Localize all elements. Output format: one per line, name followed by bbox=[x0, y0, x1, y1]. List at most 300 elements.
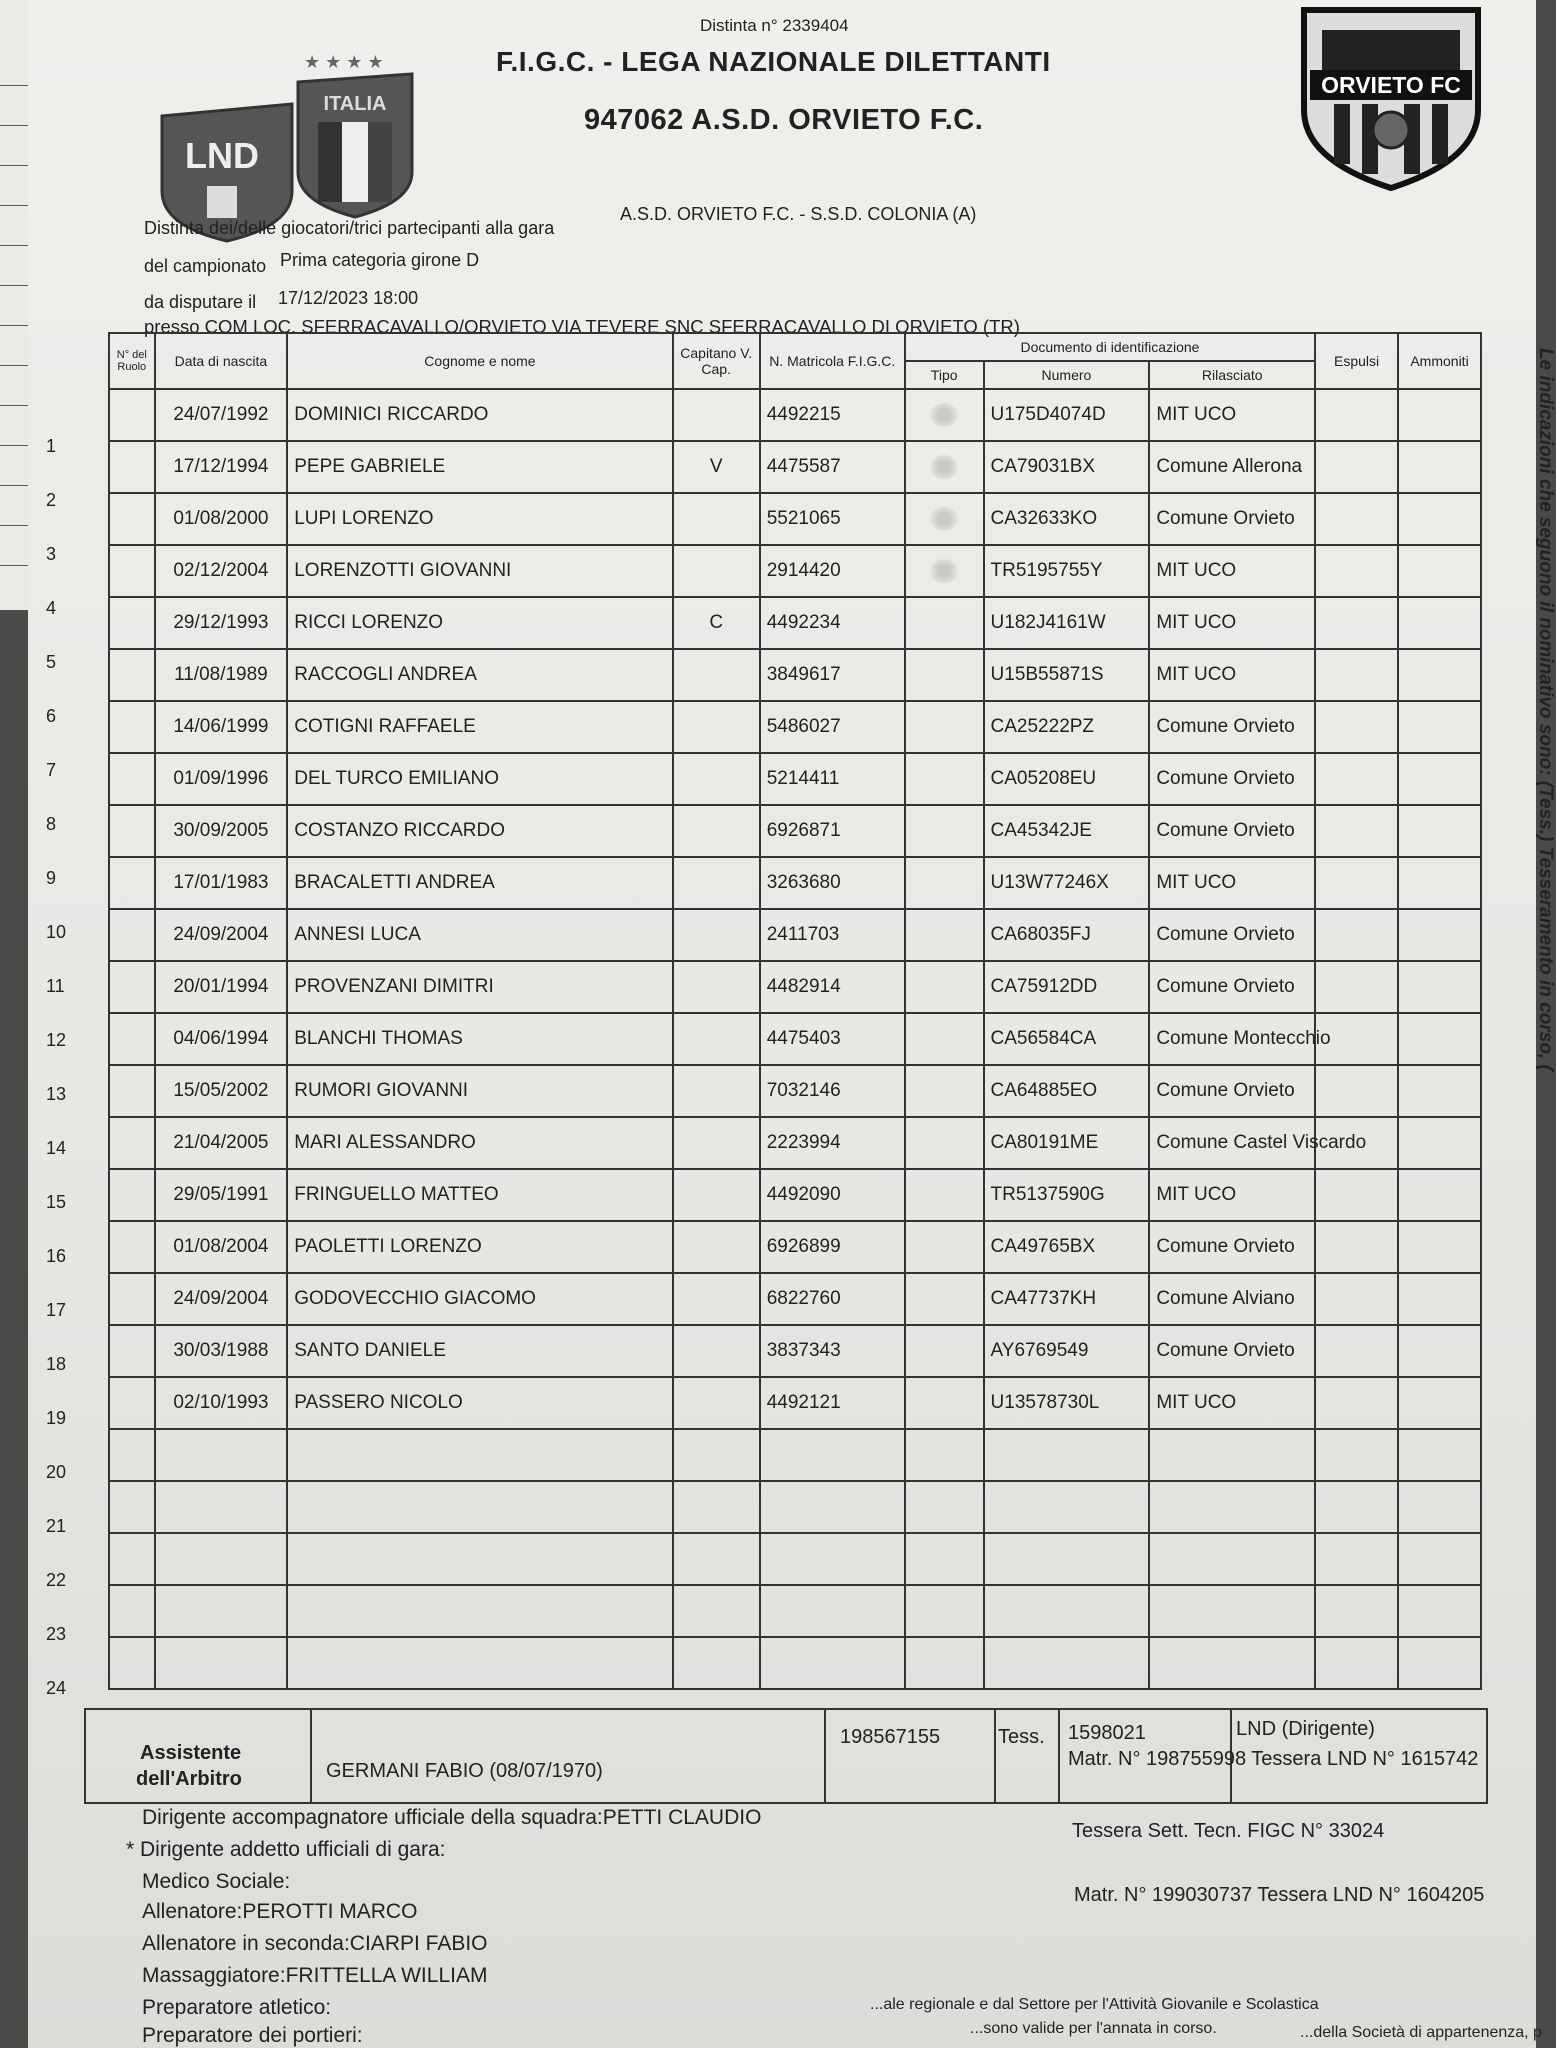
championship-label: del campionato bbox=[144, 256, 267, 276]
blank-cell bbox=[673, 1533, 760, 1585]
club-title: 947062 A.S.D. ORVIETO F.C. bbox=[584, 104, 984, 136]
player-birth: 30/03/1988 bbox=[155, 1325, 288, 1377]
player-role bbox=[109, 1117, 155, 1169]
player-captain bbox=[673, 1169, 760, 1221]
player-matricola: 5214411 bbox=[760, 753, 905, 805]
blank-cell bbox=[109, 1429, 155, 1481]
player-doc-type bbox=[905, 805, 984, 857]
player-name: SANTO DANIELE bbox=[287, 1325, 672, 1377]
orvieto-fc-logo-text: ORVIETO FC bbox=[1321, 72, 1461, 98]
player-matricola: 4475403 bbox=[760, 1013, 905, 1065]
player-doc-number: CA79031BX bbox=[984, 441, 1150, 493]
row-number: 23 bbox=[46, 1624, 67, 1644]
player-expelled bbox=[1315, 961, 1398, 1013]
player-doc-number: CA56584CA bbox=[984, 1013, 1150, 1065]
col-document: Documento di identificazione bbox=[905, 333, 1315, 361]
col-birth: Data di nascita bbox=[155, 333, 288, 389]
player-captain bbox=[673, 1013, 760, 1065]
player-birth: 01/08/2000 bbox=[155, 493, 288, 545]
blank-cell bbox=[155, 1481, 288, 1533]
col-doc-issued: Rilasciato bbox=[1149, 361, 1315, 389]
blank-cell bbox=[1315, 1637, 1398, 1689]
row-number: 15 bbox=[46, 1192, 67, 1212]
player-booked bbox=[1398, 1273, 1481, 1325]
player-doc-type bbox=[905, 649, 984, 701]
player-doc-issued: MIT UCO bbox=[1149, 1169, 1315, 1221]
player-doc-number: U13578730L bbox=[984, 1377, 1150, 1429]
player-expelled bbox=[1315, 753, 1398, 805]
staff-allenatore: Allenatore:PEROTTI MARCO bbox=[142, 1900, 418, 1923]
player-birth: 17/01/1983 bbox=[155, 857, 288, 909]
player-booked bbox=[1398, 1065, 1481, 1117]
staff-preparatore-atletico: Preparatore atletico: bbox=[142, 1996, 332, 2019]
player-row bbox=[109, 1221, 1481, 1273]
blank-row bbox=[109, 1481, 1481, 1533]
assistant-label-1: Assistente bbox=[140, 1742, 242, 1764]
blank-cell bbox=[1315, 1481, 1398, 1533]
player-booked bbox=[1398, 1117, 1481, 1169]
col-doc-type: Tipo bbox=[905, 361, 984, 389]
row-number: 2 bbox=[46, 490, 57, 510]
blank-cell bbox=[155, 1533, 288, 1585]
distinta-number: Distinta n° 2339404 bbox=[700, 16, 849, 35]
blank-cell bbox=[905, 1637, 984, 1689]
player-expelled bbox=[1315, 1169, 1398, 1221]
blank-cell bbox=[760, 1637, 905, 1689]
blank-cell bbox=[984, 1481, 1150, 1533]
player-matricola: 6926871 bbox=[760, 805, 905, 857]
player-matricola: 2411703 bbox=[760, 909, 905, 961]
player-matricola: 6926899 bbox=[760, 1221, 905, 1273]
player-role bbox=[109, 961, 155, 1013]
blank-cell bbox=[1398, 1637, 1481, 1689]
player-expelled bbox=[1315, 1065, 1398, 1117]
federation-title: F.I.G.C. - LEGA NAZIONALE DILETTANTI bbox=[496, 46, 1051, 77]
row-number: 21 bbox=[46, 1516, 67, 1536]
player-role bbox=[109, 805, 155, 857]
match-teams: A.S.D. ORVIETO F.C. - S.S.D. COLONIA (A) bbox=[620, 204, 977, 224]
player-doc-type bbox=[905, 1221, 984, 1273]
player-booked bbox=[1398, 1221, 1481, 1273]
blank-cell bbox=[984, 1585, 1150, 1637]
player-role bbox=[109, 857, 155, 909]
blank-cell bbox=[673, 1585, 760, 1637]
blank-cell bbox=[1149, 1585, 1315, 1637]
player-name: LORENZOTTI GIOVANNI bbox=[287, 545, 672, 597]
col-expelled: Espulsi bbox=[1315, 333, 1398, 389]
staff-preparatore-portieri: Preparatore dei portieri: bbox=[142, 2024, 363, 2047]
player-doc-type bbox=[905, 909, 984, 961]
assistant-label-2: dell'Arbitro bbox=[136, 1768, 242, 1790]
player-name: RACCOGLI ANDREA bbox=[287, 649, 672, 701]
player-matricola: 5486027 bbox=[760, 701, 905, 753]
player-doc-issued: Comune Orvieto bbox=[1149, 701, 1315, 753]
player-matricola: 4492234 bbox=[760, 597, 905, 649]
italia-logo bbox=[284, 52, 424, 222]
player-row bbox=[109, 597, 1481, 649]
player-row bbox=[109, 1273, 1481, 1325]
player-expelled bbox=[1315, 1325, 1398, 1377]
player-booked bbox=[1398, 1169, 1481, 1221]
player-doc-number: U13W77246X bbox=[984, 857, 1150, 909]
note-dirigente-matr: Matr. N° 198755998 Tessera LND N° 1615742 bbox=[1068, 1748, 1479, 1770]
row-number: 19 bbox=[46, 1408, 67, 1428]
blank-cell bbox=[1315, 1533, 1398, 1585]
player-doc-number: CA32633KO bbox=[984, 493, 1150, 545]
player-birth: 01/08/2004 bbox=[155, 1221, 288, 1273]
blank-cell bbox=[905, 1429, 984, 1481]
player-expelled bbox=[1315, 857, 1398, 909]
player-booked bbox=[1398, 441, 1481, 493]
player-matricola: 4492090 bbox=[760, 1169, 905, 1221]
player-name: FRINGUELLO MATTEO bbox=[287, 1169, 672, 1221]
blank-row bbox=[109, 1429, 1481, 1481]
player-row bbox=[109, 909, 1481, 961]
player-expelled bbox=[1315, 545, 1398, 597]
row-number: 13 bbox=[46, 1084, 67, 1104]
player-booked bbox=[1398, 961, 1481, 1013]
blank-cell bbox=[673, 1481, 760, 1533]
player-role bbox=[109, 1377, 155, 1429]
player-row bbox=[109, 545, 1481, 597]
player-name: PEPE GABRIELE bbox=[287, 441, 672, 493]
col-name: Cognome e nome bbox=[287, 333, 672, 389]
player-booked bbox=[1398, 1325, 1481, 1377]
player-doc-issued: Comune Orvieto bbox=[1149, 909, 1315, 961]
document-stamp-icon bbox=[930, 403, 958, 427]
blank-cell bbox=[1398, 1429, 1481, 1481]
player-doc-type bbox=[905, 1325, 984, 1377]
blank-cell bbox=[905, 1481, 984, 1533]
italia-logo-text: ITALIA bbox=[323, 93, 387, 115]
col-captain: Capitano V. Cap. bbox=[673, 333, 760, 389]
blank-cell bbox=[155, 1637, 288, 1689]
player-row bbox=[109, 1325, 1481, 1377]
row-number: 12 bbox=[46, 1030, 67, 1050]
player-expelled bbox=[1315, 441, 1398, 493]
player-doc-issued: Comune Orvieto bbox=[1149, 493, 1315, 545]
player-matricola: 4482914 bbox=[760, 961, 905, 1013]
player-captain bbox=[673, 701, 760, 753]
player-doc-issued: MIT UCO bbox=[1149, 389, 1315, 441]
player-name: PASSERO NICOLO bbox=[287, 1377, 672, 1429]
player-doc-number: CA45342JE bbox=[984, 805, 1150, 857]
player-expelled bbox=[1315, 909, 1398, 961]
player-doc-type bbox=[905, 961, 984, 1013]
player-booked bbox=[1398, 701, 1481, 753]
blank-cell bbox=[1149, 1429, 1315, 1481]
blank-cell bbox=[760, 1585, 905, 1637]
roster-table bbox=[108, 332, 1482, 1690]
player-role bbox=[109, 909, 155, 961]
player-name: GODOVECCHIO GIACOMO bbox=[287, 1273, 672, 1325]
player-booked bbox=[1398, 909, 1481, 961]
player-doc-issued: Comune Montecchio bbox=[1149, 1013, 1315, 1065]
blank-row bbox=[109, 1637, 1481, 1689]
blank-row bbox=[109, 1585, 1481, 1637]
row-number: 3 bbox=[46, 544, 57, 564]
player-doc-type bbox=[905, 1377, 984, 1429]
player-booked bbox=[1398, 857, 1481, 909]
document-stamp-icon bbox=[930, 507, 958, 531]
player-role bbox=[109, 1169, 155, 1221]
player-captain bbox=[673, 1273, 760, 1325]
player-role bbox=[109, 701, 155, 753]
championship: Prima categoria girone D bbox=[280, 250, 480, 270]
side-note: Le indicazioni che seguono il nominativo sono: (Tess.) Tesseramento in corso, ( bbox=[1535, 348, 1556, 1071]
row-number: 6 bbox=[46, 706, 57, 726]
player-birth: 01/09/1996 bbox=[155, 753, 288, 805]
blank-cell bbox=[760, 1429, 905, 1481]
date-label: da disputare il bbox=[144, 292, 257, 312]
player-role bbox=[109, 1273, 155, 1325]
player-role bbox=[109, 649, 155, 701]
player-doc-number: U15B55871S bbox=[984, 649, 1150, 701]
blank-cell bbox=[905, 1585, 984, 1637]
player-expelled bbox=[1315, 1377, 1398, 1429]
player-booked bbox=[1398, 649, 1481, 701]
player-name: RUMORI GIOVANNI bbox=[287, 1065, 672, 1117]
player-birth: 02/10/1993 bbox=[155, 1377, 288, 1429]
player-expelled bbox=[1315, 1273, 1398, 1325]
player-captain bbox=[673, 805, 760, 857]
blank-cell bbox=[984, 1429, 1150, 1481]
player-role bbox=[109, 545, 155, 597]
footer-line-3: ...della Società di appartenenza, p bbox=[1300, 2024, 1542, 2041]
row-number: 18 bbox=[46, 1354, 67, 1374]
player-row bbox=[109, 753, 1481, 805]
player-doc-type bbox=[905, 1065, 984, 1117]
player-birth: 14/06/1999 bbox=[155, 701, 288, 753]
player-matricola: 2223994 bbox=[760, 1117, 905, 1169]
blank-cell bbox=[673, 1429, 760, 1481]
assistant-tess: 1598021 bbox=[1068, 1722, 1146, 1744]
player-doc-issued: Comune Alviano bbox=[1149, 1273, 1315, 1325]
blank-cell bbox=[287, 1637, 672, 1689]
player-captain: V bbox=[673, 441, 760, 493]
player-captain bbox=[673, 545, 760, 597]
player-booked bbox=[1398, 753, 1481, 805]
player-name: MARI ALESSANDRO bbox=[287, 1117, 672, 1169]
blank-cell bbox=[760, 1533, 905, 1585]
player-expelled bbox=[1315, 597, 1398, 649]
footer-line-2: ...sono valide per l'annata in corso. bbox=[970, 2020, 1217, 2037]
player-name: PROVENZANI DIMITRI bbox=[287, 961, 672, 1013]
player-doc-number: TR5137590G bbox=[984, 1169, 1150, 1221]
player-expelled bbox=[1315, 389, 1398, 441]
footer-line-1: ...ale regionale e dal Settore per l'Attività Giovanile e Scolastica bbox=[870, 1996, 1319, 2013]
player-doc-issued: Comune Castel Viscardo bbox=[1149, 1117, 1315, 1169]
player-row bbox=[109, 1169, 1481, 1221]
player-captain bbox=[673, 1377, 760, 1429]
player-matricola: 3837343 bbox=[760, 1325, 905, 1377]
player-row bbox=[109, 701, 1481, 753]
blank-cell bbox=[673, 1637, 760, 1689]
player-doc-number: CA64885EO bbox=[984, 1065, 1150, 1117]
blank-cell bbox=[984, 1533, 1150, 1585]
blank-cell bbox=[287, 1585, 672, 1637]
player-expelled bbox=[1315, 1221, 1398, 1273]
staff-medico: Medico Sociale: bbox=[142, 1870, 291, 1893]
player-row bbox=[109, 441, 1481, 493]
staff-massaggiatore: Massaggiatore:FRITTELLA WILLIAM bbox=[142, 1964, 488, 1987]
row-number: 17 bbox=[46, 1300, 67, 1320]
player-doc-type bbox=[905, 701, 984, 753]
player-captain bbox=[673, 753, 760, 805]
player-row bbox=[109, 961, 1481, 1013]
player-booked bbox=[1398, 1013, 1481, 1065]
player-role bbox=[109, 1221, 155, 1273]
player-name: ANNESI LUCA bbox=[287, 909, 672, 961]
player-matricola: 4492215 bbox=[760, 389, 905, 441]
player-doc-type bbox=[905, 389, 984, 441]
assistant-role: LND (Dirigente) bbox=[1236, 1718, 1375, 1740]
player-birth: 11/08/1989 bbox=[155, 649, 288, 701]
player-row bbox=[109, 1065, 1481, 1117]
player-doc-type bbox=[905, 1117, 984, 1169]
player-doc-issued: Comune Orvieto bbox=[1149, 961, 1315, 1013]
lnd-logo-text: LND bbox=[185, 135, 259, 176]
player-birth: 17/12/1994 bbox=[155, 441, 288, 493]
player-row bbox=[109, 649, 1481, 701]
blank-cell bbox=[109, 1637, 155, 1689]
player-expelled bbox=[1315, 701, 1398, 753]
player-role bbox=[109, 1013, 155, 1065]
blank-cell bbox=[109, 1481, 155, 1533]
player-birth: 24/09/2004 bbox=[155, 1273, 288, 1325]
player-row bbox=[109, 493, 1481, 545]
player-doc-type bbox=[905, 441, 984, 493]
blank-cell bbox=[287, 1533, 672, 1585]
player-booked bbox=[1398, 493, 1481, 545]
player-role bbox=[109, 441, 155, 493]
player-expelled bbox=[1315, 649, 1398, 701]
blank-cell bbox=[1398, 1533, 1481, 1585]
blank-cell bbox=[1149, 1637, 1315, 1689]
blank-cell bbox=[109, 1533, 155, 1585]
player-name: COTIGNI RAFFAELE bbox=[287, 701, 672, 753]
player-expelled bbox=[1315, 493, 1398, 545]
row-number: 11 bbox=[46, 976, 65, 996]
player-doc-type bbox=[905, 1169, 984, 1221]
player-captain: C bbox=[673, 597, 760, 649]
row-number: 24 bbox=[46, 1678, 67, 1698]
player-doc-issued: MIT UCO bbox=[1149, 1377, 1315, 1429]
blank-cell bbox=[287, 1481, 672, 1533]
blank-cell bbox=[760, 1481, 905, 1533]
player-captain bbox=[673, 1065, 760, 1117]
player-doc-number: CA25222PZ bbox=[984, 701, 1150, 753]
player-doc-type bbox=[905, 857, 984, 909]
blank-cell bbox=[1315, 1429, 1398, 1481]
player-captain bbox=[673, 1117, 760, 1169]
player-doc-issued: MIT UCO bbox=[1149, 597, 1315, 649]
player-captain bbox=[673, 1325, 760, 1377]
row-number: 20 bbox=[46, 1462, 67, 1482]
blank-cell bbox=[1149, 1533, 1315, 1585]
player-captain bbox=[673, 909, 760, 961]
row-number: 1 bbox=[46, 436, 57, 456]
player-role bbox=[109, 753, 155, 805]
player-doc-type bbox=[905, 597, 984, 649]
staff-allenatore-seconda: Allenatore in seconda:CIARPI FABIO bbox=[142, 1932, 488, 1955]
player-row bbox=[109, 857, 1481, 909]
player-role bbox=[109, 597, 155, 649]
player-name: PAOLETTI LORENZO bbox=[287, 1221, 672, 1273]
assistant-name: GERMANI FABIO (08/07/1970) bbox=[326, 1760, 603, 1782]
player-captain bbox=[673, 857, 760, 909]
player-matricola: 5521065 bbox=[760, 493, 905, 545]
player-captain bbox=[673, 493, 760, 545]
player-doc-issued: Comune Orvieto bbox=[1149, 1065, 1315, 1117]
player-captain bbox=[673, 649, 760, 701]
blank-cell bbox=[287, 1429, 672, 1481]
col-booked: Ammoniti bbox=[1398, 333, 1481, 389]
match-date: 17/12/2023 18:00 bbox=[278, 288, 419, 308]
assistant-tess-label: Tess. bbox=[998, 1726, 1045, 1748]
player-doc-number: U175D4074D bbox=[984, 389, 1150, 441]
player-birth: 15/05/2002 bbox=[155, 1065, 288, 1117]
player-doc-number: CA80191ME bbox=[984, 1117, 1150, 1169]
row-number: 5 bbox=[46, 652, 57, 672]
player-booked bbox=[1398, 597, 1481, 649]
player-booked bbox=[1398, 389, 1481, 441]
document-stamp-icon bbox=[930, 455, 958, 479]
player-doc-number: U182J4161W bbox=[984, 597, 1150, 649]
participants-label: Distinta dei/delle giocatori/trici partecipanti alla gara bbox=[144, 218, 555, 238]
col-matricola: N. Matricola F.I.G.C. bbox=[760, 333, 905, 389]
player-name: RICCI LORENZO bbox=[287, 597, 672, 649]
player-row bbox=[109, 805, 1481, 857]
player-row bbox=[109, 389, 1481, 441]
player-matricola: 7032146 bbox=[760, 1065, 905, 1117]
player-role bbox=[109, 1325, 155, 1377]
player-booked bbox=[1398, 545, 1481, 597]
blank-cell bbox=[1398, 1481, 1481, 1533]
player-doc-number: CA47737KH bbox=[984, 1273, 1150, 1325]
player-name: BRACALETTI ANDREA bbox=[287, 857, 672, 909]
player-birth: 29/05/1991 bbox=[155, 1169, 288, 1221]
player-row bbox=[109, 1377, 1481, 1429]
player-birth: 02/12/2004 bbox=[155, 545, 288, 597]
staff-dirigente-ufficiale: Dirigente accompagnatore ufficiale della squadra:PETTI CLAUDIO bbox=[142, 1806, 762, 1829]
blank-cell bbox=[109, 1585, 155, 1637]
player-doc-issued: Comune Orvieto bbox=[1149, 753, 1315, 805]
row-number: 4 bbox=[46, 598, 57, 618]
row-number: 7 bbox=[46, 760, 57, 780]
staff-dirigente-addetto: * Dirigente addetto ufficiali di gara: bbox=[126, 1838, 446, 1861]
player-captain bbox=[673, 961, 760, 1013]
blank-row bbox=[109, 1533, 1481, 1585]
player-matricola: 3263680 bbox=[760, 857, 905, 909]
svg-text:★ ★ ★ ★: ★ ★ ★ ★ bbox=[304, 52, 384, 72]
player-captain bbox=[673, 389, 760, 441]
player-doc-type bbox=[905, 545, 984, 597]
player-name: COSTANZO RICCARDO bbox=[287, 805, 672, 857]
blank-cell bbox=[1398, 1585, 1481, 1637]
player-doc-issued: MIT UCO bbox=[1149, 545, 1315, 597]
player-matricola: 2914420 bbox=[760, 545, 905, 597]
player-birth: 29/12/1993 bbox=[155, 597, 288, 649]
blank-cell bbox=[155, 1429, 288, 1481]
player-booked bbox=[1398, 805, 1481, 857]
player-name: LUPI LORENZO bbox=[287, 493, 672, 545]
player-role bbox=[109, 493, 155, 545]
player-doc-issued: Comune Orvieto bbox=[1149, 1325, 1315, 1377]
player-doc-type bbox=[905, 493, 984, 545]
player-doc-issued: MIT UCO bbox=[1149, 857, 1315, 909]
blank-cell bbox=[905, 1533, 984, 1585]
